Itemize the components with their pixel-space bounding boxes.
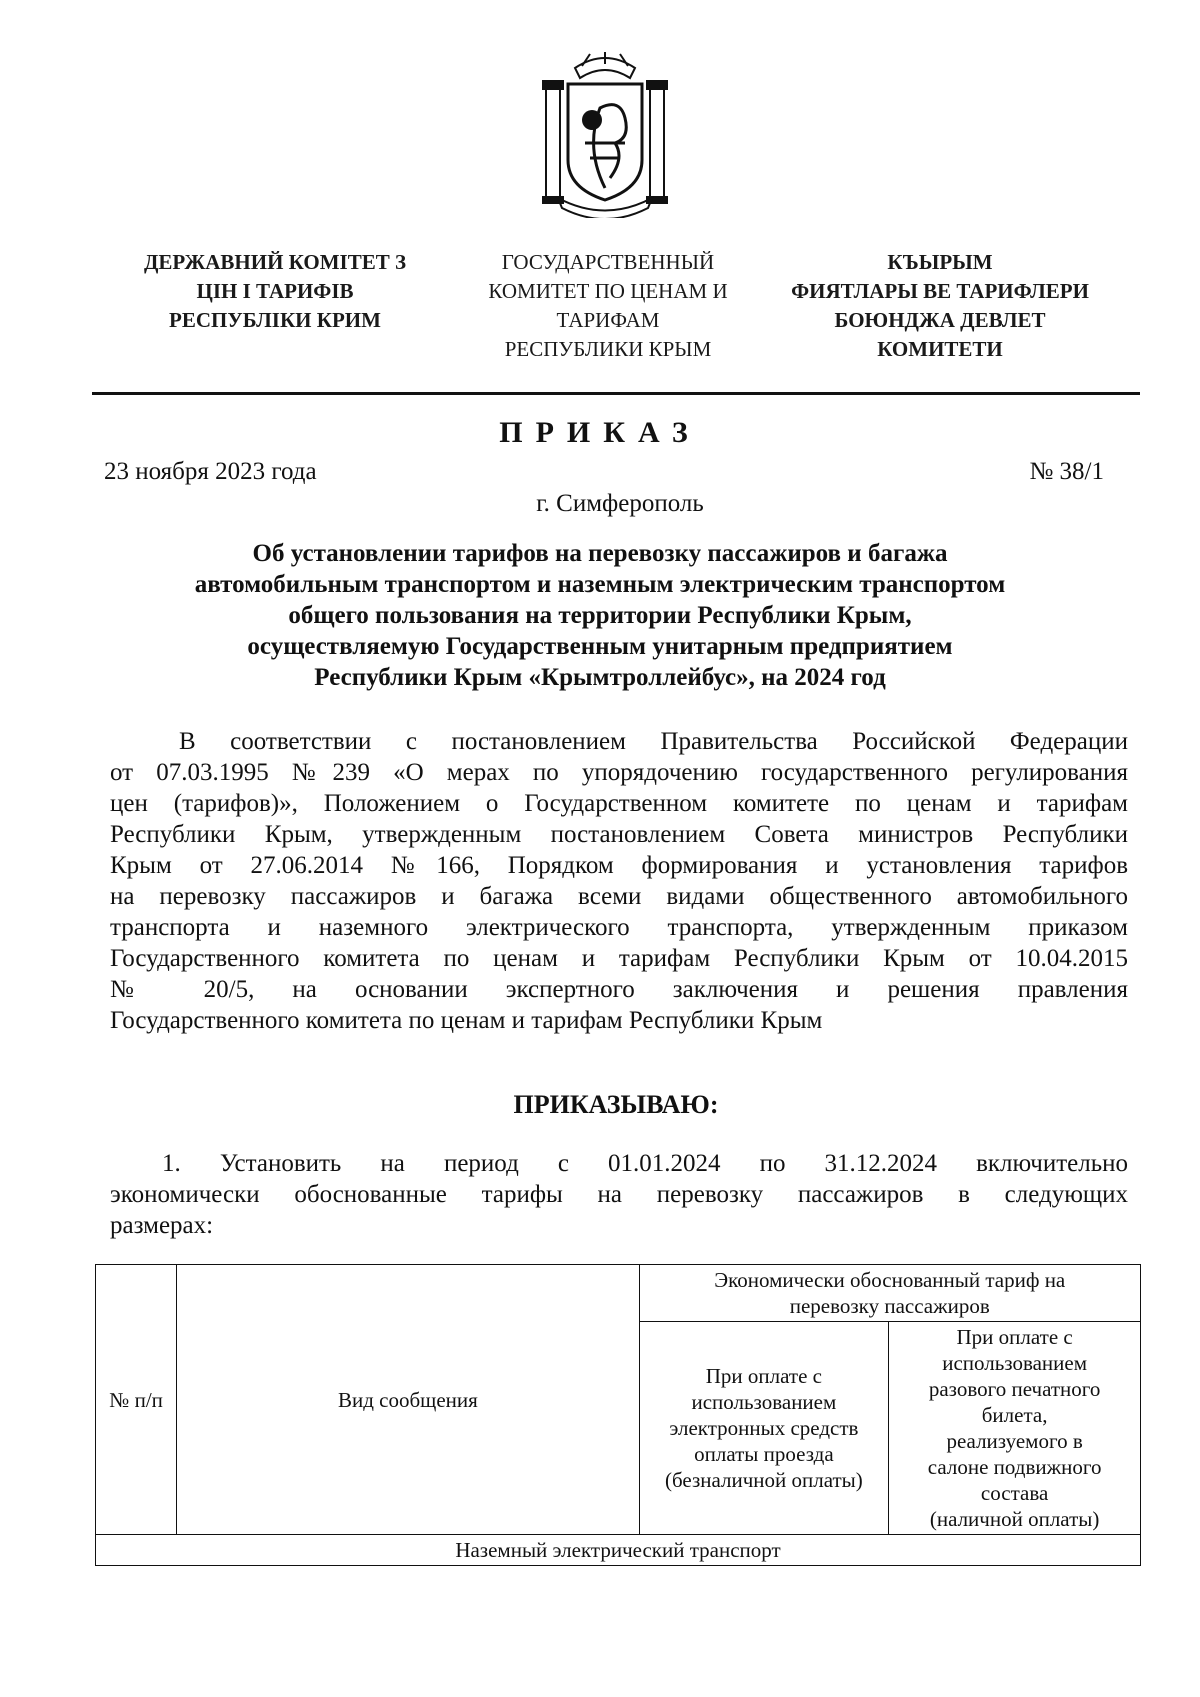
section-label: Наземный электрический транспорт — [96, 1535, 1141, 1566]
header-org-line: РЕСПУБЛИКИ КРЫМ — [504, 337, 712, 361]
header-org-russian — [458, 248, 758, 364]
preamble-line: на перевозку пассажиров и багажа всеми видами общественного автомобильного — [110, 883, 1128, 910]
header-line: При оплате с — [956, 1325, 1073, 1349]
header-line: использованием — [942, 1351, 1088, 1375]
preamble-line: Государственного комитета по ценам и тарифам Республики Крым — [110, 1007, 823, 1034]
document-title — [120, 538, 1080, 693]
order-heading: ПРИКАЗЫВАЮ: — [513, 1090, 719, 1119]
header-line: При оплате с — [705, 1364, 822, 1388]
header-line: билета, — [981, 1403, 1048, 1427]
item-line: размерах: — [110, 1212, 214, 1239]
title-line: общего пользования на территории Республики Крым, — [288, 602, 912, 629]
preamble-paragraph — [110, 726, 1128, 1036]
header-line: реализуемого в — [946, 1429, 1083, 1453]
tariff-table — [95, 1264, 1141, 1566]
preamble-line: Крым от 27.06.2014 №166, Порядком формирования и установления тарифов — [110, 852, 1128, 879]
title-line: осуществляемую Государственным унитарным предприятием — [247, 633, 953, 660]
header-cashless — [639, 1322, 889, 1535]
table-header-row — [96, 1265, 1141, 1322]
header-line: (безналичной оплаты) — [664, 1468, 863, 1492]
title-line: автомобильным транспортом и наземным электрическим транспортом — [194, 571, 1006, 598]
header-org-line: КЪЫРЫМ — [887, 250, 993, 274]
header-num: № п/п — [96, 1265, 177, 1535]
header-org-line: КОМИТЕТИ — [877, 337, 1003, 361]
header-org-line: ЦІН І ТАРИФІВ — [196, 279, 354, 303]
header-line: электронных средств — [669, 1416, 859, 1440]
item-line: экономически обоснованные тарифы на перевозку пассажиров в следующих — [110, 1181, 1128, 1208]
header-org-crimean-tatar — [770, 248, 1110, 364]
document-type-heading: ПРИКАЗ — [499, 416, 701, 449]
document-city: г. Симферополь — [536, 490, 704, 517]
header-line: Экономически обоснованный тариф на — [714, 1268, 1066, 1292]
header-cash — [889, 1322, 1141, 1535]
preamble-line: цен (тарифов)», Положением о Государственном комитете по ценам и тарифам — [110, 790, 1128, 817]
document-date: 23 ноября 2023 года — [104, 458, 317, 485]
header-org-line: ДЕРЖАВНИЙ КОМІТЕТ З — [143, 250, 407, 274]
header-line: использованием — [691, 1390, 837, 1414]
header-line: оплаты проезда — [694, 1442, 834, 1466]
header-org-line: ТАРИФАМ — [556, 308, 660, 332]
preamble-line: Государственного комитета по ценам и тарифам Республики Крым от 10.04.2015 — [110, 945, 1128, 972]
header-line: состава — [980, 1481, 1049, 1505]
header-org-line: ФИЯТЛАРЫ ВЕ ТАРИФЛЕРИ — [791, 279, 1089, 303]
order-item-1 — [110, 1148, 1128, 1241]
table-section-row — [96, 1535, 1141, 1566]
header-org-line: КОМИТЕТ ПО ЦЕНАМ И — [488, 279, 728, 303]
header-org-ukrainian — [120, 248, 430, 335]
document-number: № 38/1 — [1029, 458, 1104, 485]
preamble-line: Республики Крым, утвержденным постановлением Совета министров Республики — [110, 821, 1128, 848]
header-kind: Вид сообщения — [177, 1265, 639, 1535]
header-org-line: БОЮНДЖА ДЕВЛЕТ — [834, 308, 1046, 332]
preamble-line: В соответствии с постановлением Правительства Российской Федерации — [179, 728, 1128, 755]
header-org-line: РЕСПУБЛІКИ КРИМ — [169, 308, 381, 332]
preamble-line: № 20/5, на основании экспертного заключения и решения правления — [110, 976, 1128, 1003]
preamble-line: транспорта и наземного электрического транспорта, утвержденным приказом — [110, 914, 1128, 941]
coat-of-arms-emblem — [530, 48, 680, 218]
title-line: Об установлении тарифов на перевозку пассажиров и багажа — [252, 540, 948, 567]
header-tariff-group — [639, 1265, 1140, 1322]
header-org-line: ГОСУДАРСТВЕННЫЙ — [501, 250, 715, 274]
header-line: (наличной оплаты) — [929, 1507, 1100, 1531]
header-line: перевозку пассажиров — [789, 1294, 990, 1318]
header-line: салоне подвижного — [927, 1455, 1102, 1479]
header-divider — [92, 392, 1140, 395]
header-line: разового печатного — [928, 1377, 1101, 1401]
preamble-line: от 07.03.1995 №239 «О мерах по упорядочению государственного регулирования — [110, 759, 1128, 786]
title-line: Республики Крым «Крымтроллейбус», на 2024 год — [314, 664, 886, 691]
item-line: 1. Установить на период с 01.01.2024 по 31.12.2024 включительно — [162, 1150, 1128, 1177]
